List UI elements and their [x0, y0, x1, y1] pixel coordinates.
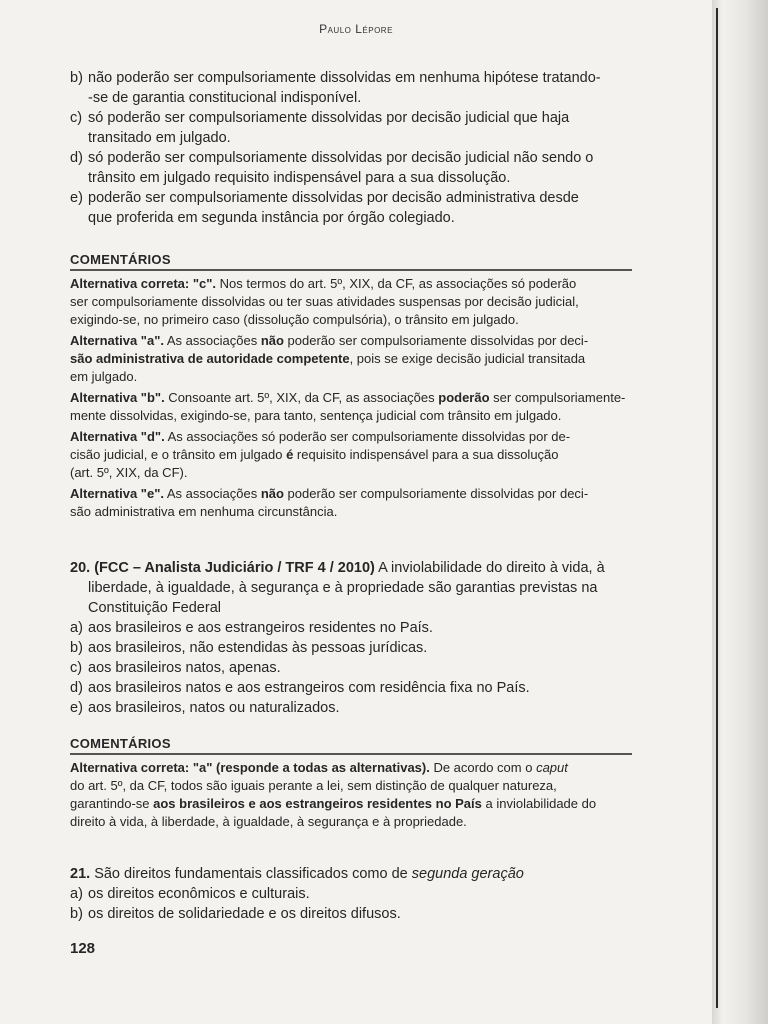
q20-option-b: b) aos brasileiros, não estendidas às pessoas jurídicas. — [70, 640, 428, 656]
comment-alt-d: Alternativa "d". As associações só poderão ser compulsoriamente dissolvidas por de- cisão judicial, e o trânsito em julgado é requisito indispensável para a sua dissolução (art. 5º, XIX, da CF). — [70, 429, 571, 480]
q21-option-b: b) os direitos de solidariedade e os direitos difusos. — [70, 906, 401, 922]
q19-option-d: d) só poderão ser compulsoriamente dissolvidas por decisão judicial não sendo o trânsito em julgado requisito indispensável para a sua dissolução. — [70, 150, 594, 186]
q20-option-d: d) aos brasileiros natos e aos estrangeiros com residência fixa no País. — [70, 680, 530, 696]
comment-correct-q20: Alternativa correta: "a" (responde a todas as alternativas). De acordo com o caput do art. 5º, da CF, todos são iguais perante a lei, sem distinção de qualquer natureza, garantindo-se aos brasileiros e aos estrangeiros residentes no País a inviolabilidade do direito à vida, à liberdade, à igualdade, à segurança e à propriedade. — [70, 760, 597, 829]
q20-option-e: e) aos brasileiros, natos ou naturalizados. — [70, 700, 340, 716]
question-21: 21. São direitos fundamentais classificados como de segunda geração a) os direitos econômicos e culturais. b) os direitos de solidariedade e os direitos difusos. — [70, 864, 650, 924]
q19-option-e: e) poderão ser compulsoriamente dissolvidas por decisão administrativa desde que proferida em segunda instância por órgão colegiado. — [70, 190, 579, 226]
comments-title: COMENTÁRIOS — [70, 252, 632, 271]
book-spine — [712, 0, 768, 1024]
q20-option-c: c) aos brasileiros natos, apenas. — [70, 660, 281, 676]
comments-box-2 — [70, 736, 632, 834]
running-header: Paulo Lépore — [319, 22, 393, 36]
spine-edge — [716, 8, 718, 1008]
q20-option-a: a) aos brasileiros e aos estrangeiros residentes no País. — [70, 620, 433, 636]
comment-alt-e: Alternativa "e". As associações não poderão ser compulsoriamente dissolvidas por deci- são administrativa em nenhuma circunstância. — [70, 486, 589, 519]
question-20: 20. (FCC – Analista Judiciário / TRF 4 / 2010) A inviolabilidade do direito à vida, à liberdade, à igualdade, à segurança e à propriedade são garantias previstas na Constituição Federal a) aos brasileiros e aos estrangeiros residentes no País. b) aos brasileiros, não estendidas às pessoas jurídicas. c) aos brasileiros natos, apenas. d) aos brasileiros natos e aos estrangeiros com residência fixa no País. e) aos brasileiros, natos ou naturalizados. — [70, 558, 650, 718]
comment-correct: Alternativa correta: "c". Nos termos do art. 5º, XIX, da CF, as associações só poderão ser compulsoriamente dissolvidas ou ter suas atividades suspensas por decisão judicial, exigindo-se, no primeiro caso (dissolução compulsória), o trânsito em julgado. — [70, 276, 579, 327]
q19-option-c: c) só poderão ser compulsoriamente dissolvidas por decisão judicial que haja transitado em julgado. — [70, 110, 570, 146]
q21-option-a: a) os direitos econômicos e culturais. — [70, 886, 310, 902]
comments-title: COMENTÁRIOS — [70, 736, 632, 755]
comment-alt-b: Alternativa "b". Consoante art. 5º, XIX, da CF, as associações poderão ser compulsoriamente- mente dissolvidas, exigindo-se, para tanto, sentença judicial com trânsito em julgado. — [70, 390, 626, 423]
comment-alt-a: Alternativa "a". As associações não poderão ser compulsoriamente dissolvidas por deci- são administrativa de autoridade competente, pois se exige decisão judicial transitada em julgado. — [70, 333, 589, 384]
q19-option-b: b) não poderão ser compulsoriamente dissolvidas em nenhuma hipótese tratando- -se de garantia constitucional indisponível. — [70, 70, 601, 106]
comments-box-1 — [70, 252, 632, 524]
q19-options — [70, 68, 650, 228]
page-number: 128 — [70, 940, 96, 957]
